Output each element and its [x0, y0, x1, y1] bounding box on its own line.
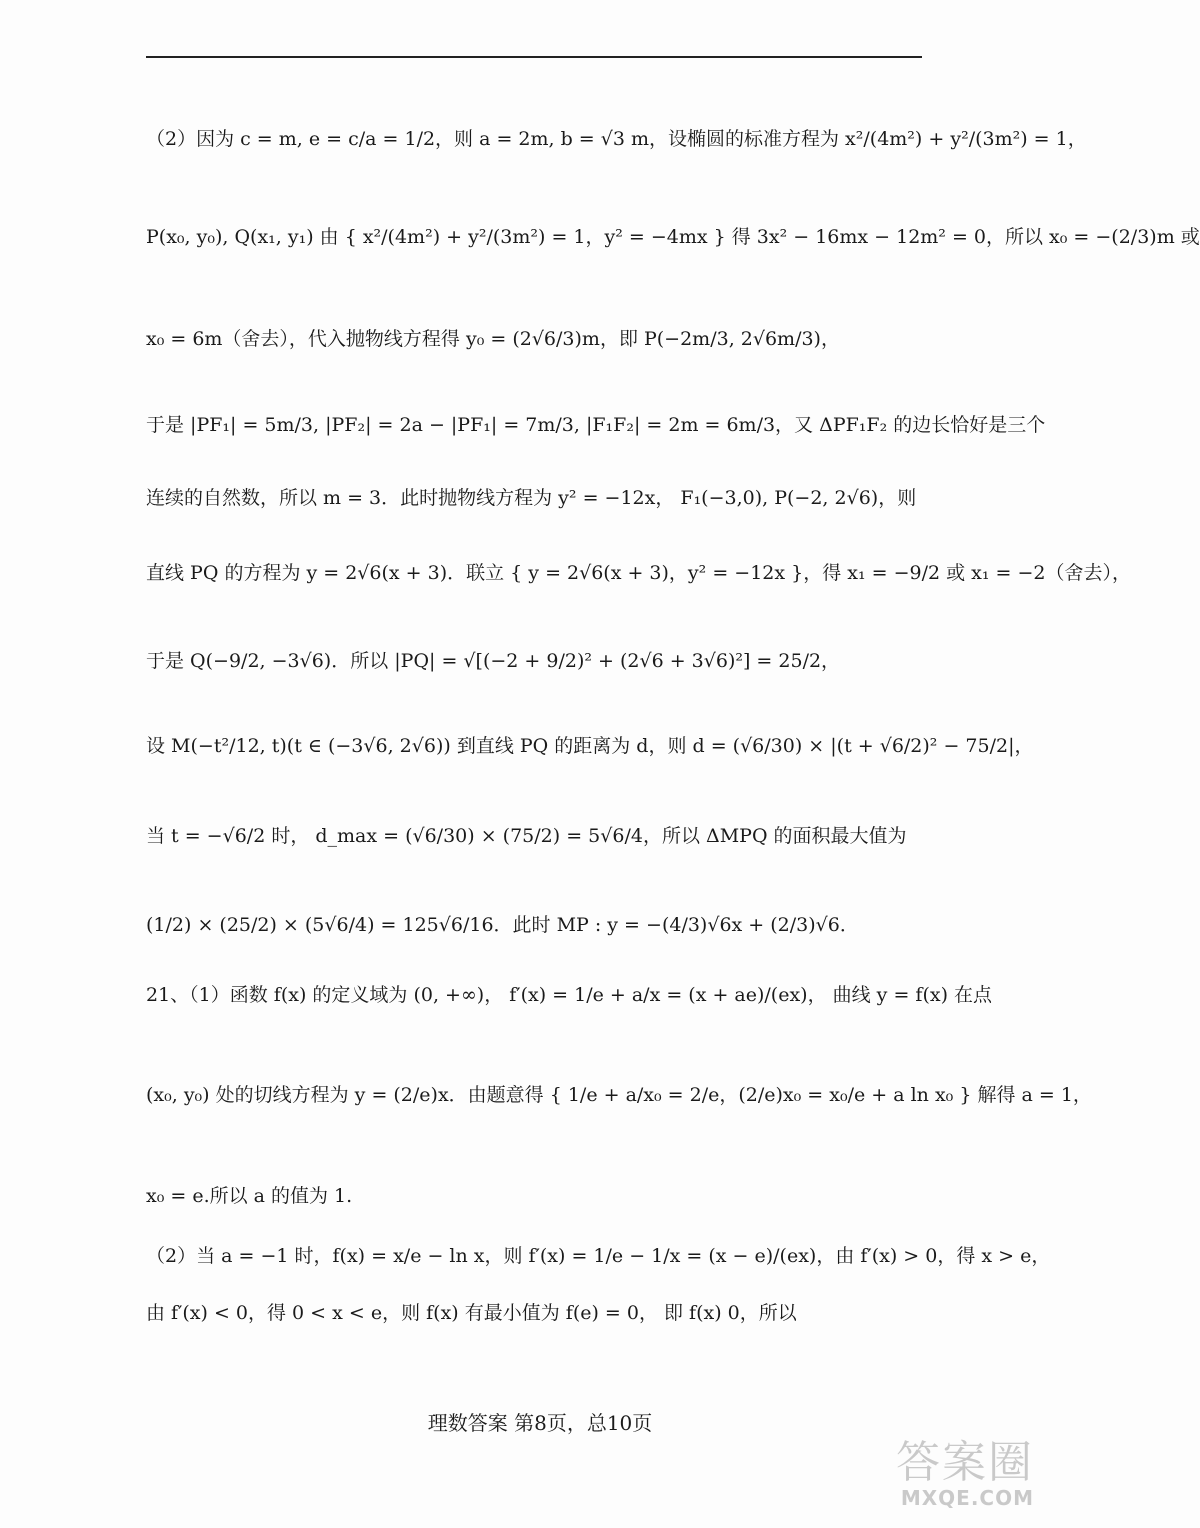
text-line-10: (1/2) × (25/2) × (5√6/4) = 125√6/16．此时 MP : y = −(4/3)√6x + (2/3)√6．	[146, 914, 859, 936]
watermark	[884, 1437, 1034, 1520]
text-line-4: 于是 |PF₁| = 5m/3, |PF₂| = 2a − |PF₁| = 7m/3, |F₁F₂| = 2m = 6m/3，又 ΔPF₁F₂ 的边长恰好是三个	[146, 414, 1046, 436]
text-line-14: （2）当 a = −1 时，f(x) = x/e − ln x，则 f′(x) = 1/e − 1/x = (x − e)/(ex)，由 f′(x) > 0，得 x > e，	[146, 1245, 1051, 1267]
text-line-11: 21、（1）函数 f(x) 的定义域为 (0, +∞)， f′(x) = 1/e + a/x = (x + ae)/(ex)， 曲线 y = f(x) 在点	[146, 984, 993, 1006]
text-line-3: x₀ = 6m（舍去），代入抛物线方程得 y₀ = (2√6/3)m，即 P(−2m/3, 2√6m/3)，	[146, 328, 840, 350]
text-line-7: 于是 Q(−9/2, −3√6)．所以 |PQ| = √[(−2 + 9/2)² + (2√6 + 3√6)²] = 25/2，	[146, 650, 841, 672]
text-line-1: （2）因为 c = m, e = c/a = 1/2，则 a = 2m, b = √3 m，设椭圆的标准方程为 x²/(4m²) + y²/(3m²) = 1，	[146, 128, 1087, 150]
text-line-15: 由 f′(x) < 0，得 0 < x < e，则 f(x) 有最小值为 f(e) = 0， 即 f(x) 0，所以	[146, 1302, 797, 1324]
text-line-5: 连续的自然数，所以 m = 3．此时抛物线方程为 y² = −12x， F₁(−3,0), P(−2, 2√6)，则	[146, 487, 917, 509]
header-rule	[146, 56, 922, 58]
text-line-8: 设 M(−t²/12, t)(t ∈ (−3√6, 2√6)) 到直线 PQ 的距离为 d，则 d = (√6/30) × |(t + √6/2)² − 75/2|，	[146, 735, 1034, 757]
text-line-13: x₀ = e.所以 a 的值为 1.	[146, 1185, 353, 1207]
page-footer: 理数答案 第8页，总10页	[427, 1411, 653, 1435]
text-line-12: (x₀, y₀) 处的切线方程为 y = (2/e)x．由题意得 { 1/e + a/x₀ = 2/e，(2/e)x₀ = x₀/e + a ln x₀ } 解得 a = 1，	[146, 1084, 1092, 1106]
watermark-url: MXQE.COM	[900, 1486, 1034, 1510]
text-line-6: 直线 PQ 的方程为 y = 2√6(x + 3)．联立 { y = 2√6(x + 3)，y² = −12x }，得 x₁ = −9/2 或 x₁ = −2（舍去），	[146, 562, 1132, 584]
text-line-9: 当 t = −√6/2 时， d_max = (√6/30) × (75/2) = 5√6/4，所以 ΔMPQ 的面积最大值为	[146, 825, 907, 847]
text-line-2: P(x₀, y₀), Q(x₁, y₁) 由 { x²/(4m²) + y²/(3m²) = 1，y² = −4mx } 得 3x² − 16mx − 12m² = 0，所以 x₀ = −(2/3)m 或	[146, 226, 1200, 248]
watermark-logo: 答案圈	[896, 1437, 1034, 1488]
